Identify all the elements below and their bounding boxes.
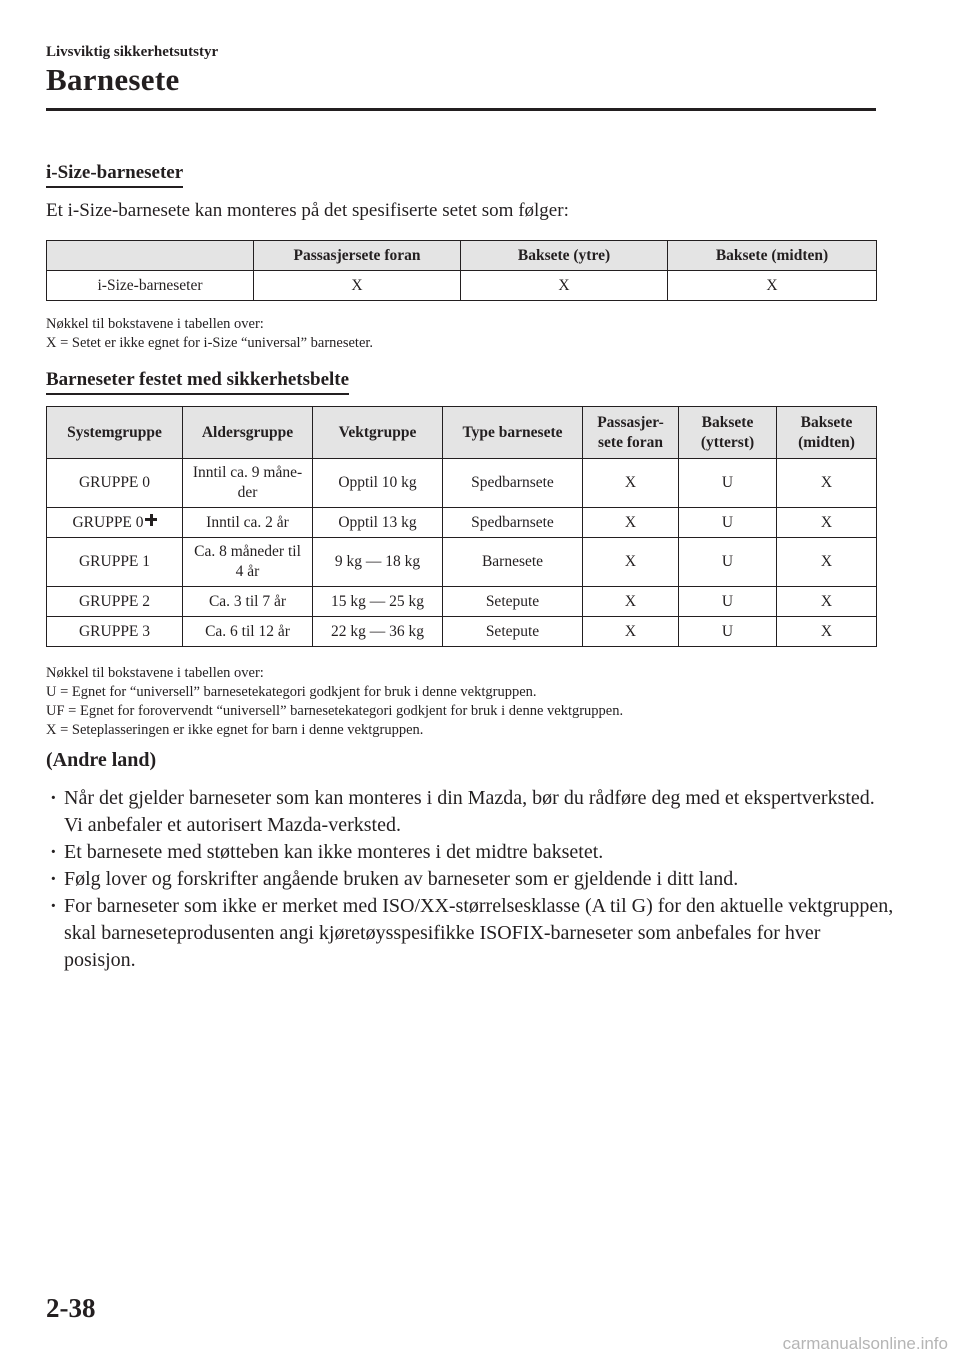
belt-key (46, 664, 623, 740)
isize-col-header: Baksete (ytre) (461, 241, 668, 271)
table-cell: Inntil ca. 2 år (183, 508, 313, 538)
table-cell: X (777, 508, 877, 538)
isize-heading: i-Size-barneseter (46, 162, 183, 188)
key-line: Nøkkel til bokstavene i tabellen over: (46, 665, 264, 681)
table-row (47, 459, 877, 508)
key-line: Nøkkel til bokstavene i tabellen over: (46, 316, 264, 332)
table-cell: U (679, 538, 777, 587)
isize-col-header: Baksete (midten) (668, 241, 877, 271)
table-cell: 15 kg — 25 kg (313, 587, 443, 617)
isize-intro: Et i-Size-barnesete kan monteres på det spesifiserte setet som følger: (46, 200, 569, 221)
table-cell: X (583, 538, 679, 587)
table-cell: Barnesete (443, 538, 583, 587)
table-cell: X (583, 508, 679, 538)
table-cell: GRUPPE 2 (47, 587, 183, 617)
table-cell: Inntil ca. 9 måne- der (183, 459, 313, 508)
table-cell: X (777, 617, 877, 647)
table-row (47, 587, 877, 617)
belt-table (46, 406, 877, 647)
isize-col-header (47, 241, 254, 271)
belt-heading: Barneseter festet med sikkerhetsbelte (46, 369, 349, 395)
table-cell: GRUPPE 0 (47, 508, 183, 538)
belt-col-header: Vektgruppe (313, 407, 443, 459)
key-line: X = Setet er ikke egnet for i-Size “universal” barneseter. (46, 335, 374, 351)
plus-icon (145, 514, 157, 526)
page-title: Barnesete (46, 62, 180, 97)
list-item: · Et barnesete med støtteben kan ikke monteres i det midtre baksetet. (46, 839, 896, 866)
title-rule (46, 108, 876, 111)
belt-col-header: Type barnesete (443, 407, 583, 459)
table-row (47, 617, 877, 647)
table-cell: i-Size-barneseter (47, 271, 254, 301)
watermark: carmanualsonline.info (782, 1334, 948, 1353)
belt-col-header: Baksete (ytterst) (679, 407, 777, 459)
table-cell: Opptil 10 kg (313, 459, 443, 508)
key-line: X = Seteplasseringen er ikke egnet for barn i denne vektgruppen. (46, 722, 424, 738)
key-line: U = Egnet for “universell” barnesetekategori godkjent for bruk i denne vektgruppen. (46, 684, 537, 700)
isize-table-header (47, 241, 877, 271)
belt-col-header: Passasjer- sete foran (583, 407, 679, 459)
other-countries-list (46, 785, 896, 974)
table-cell: Setepute (443, 587, 583, 617)
table-cell: Opptil 13 kg (313, 508, 443, 538)
list-item: · Følg lover og forskrifter angående bruken av barneseter som er gjeldende i ditt land. (46, 866, 896, 893)
table-cell: Ca. 3 til 7 år (183, 587, 313, 617)
isize-col-header: Passasjersete foran (254, 241, 461, 271)
table-cell: Spedbarnsete (443, 508, 583, 538)
table-row (47, 508, 877, 538)
table-cell: U (679, 508, 777, 538)
belt-col-header: Baksete (midten) (777, 407, 877, 459)
table-cell: X (668, 271, 877, 301)
belt-col-header: Aldersgruppe (183, 407, 313, 459)
table-cell: X (583, 617, 679, 647)
table-cell: X (777, 587, 877, 617)
table-row (47, 538, 877, 587)
table-cell: X (583, 587, 679, 617)
table-cell: GRUPPE 1 (47, 538, 183, 587)
table-cell: Ca. 6 til 12 år (183, 617, 313, 647)
list-item: · Når det gjelder barneseter som kan monteres i din Mazda, bør du rådføre deg med et ekspertverksted. Vi anbefaler et autorisert Mazda-verksted. (46, 785, 896, 839)
table-cell: U (679, 587, 777, 617)
table-cell: X (777, 538, 877, 587)
table-cell: 22 kg — 36 kg (313, 617, 443, 647)
table-cell: X (777, 459, 877, 508)
belt-table-header (47, 407, 877, 459)
table-cell: GRUPPE 0 (47, 459, 183, 508)
belt-col-header: Systemgruppe (47, 407, 183, 459)
table-row (47, 271, 877, 301)
table-cell: 9 kg — 18 kg (313, 538, 443, 587)
table-cell: Spedbarnsete (443, 459, 583, 508)
table-cell: X (254, 271, 461, 301)
table-cell: U (679, 617, 777, 647)
table-cell: U (679, 459, 777, 508)
table-cell: Setepute (443, 617, 583, 647)
section-label: Livsviktig sikkerhetsutstyr (46, 44, 219, 60)
list-item: · For barneseter som ikke er merket med ISO/XX-størrelsesklasse (A til G) for den aktuelle vektgruppen, skal barneseteprodusenten angi kjøretøysspesifikke ISOFIX-barneseter som anbefales for hver posisjon. (46, 893, 896, 974)
isize-table (46, 240, 877, 301)
table-cell: GRUPPE 3 (47, 617, 183, 647)
page-number: 2-38 (46, 1293, 96, 1323)
key-line: UF = Egnet for forovervendt “universell” barnesetekategori godkjent for bruk i denne vektgruppen. (46, 703, 624, 719)
other-countries-heading: (Andre land) (46, 749, 157, 771)
isize-key (46, 315, 373, 353)
table-cell: X (461, 271, 668, 301)
table-cell: Ca. 8 måneder til 4 år (183, 538, 313, 587)
table-cell: X (583, 459, 679, 508)
